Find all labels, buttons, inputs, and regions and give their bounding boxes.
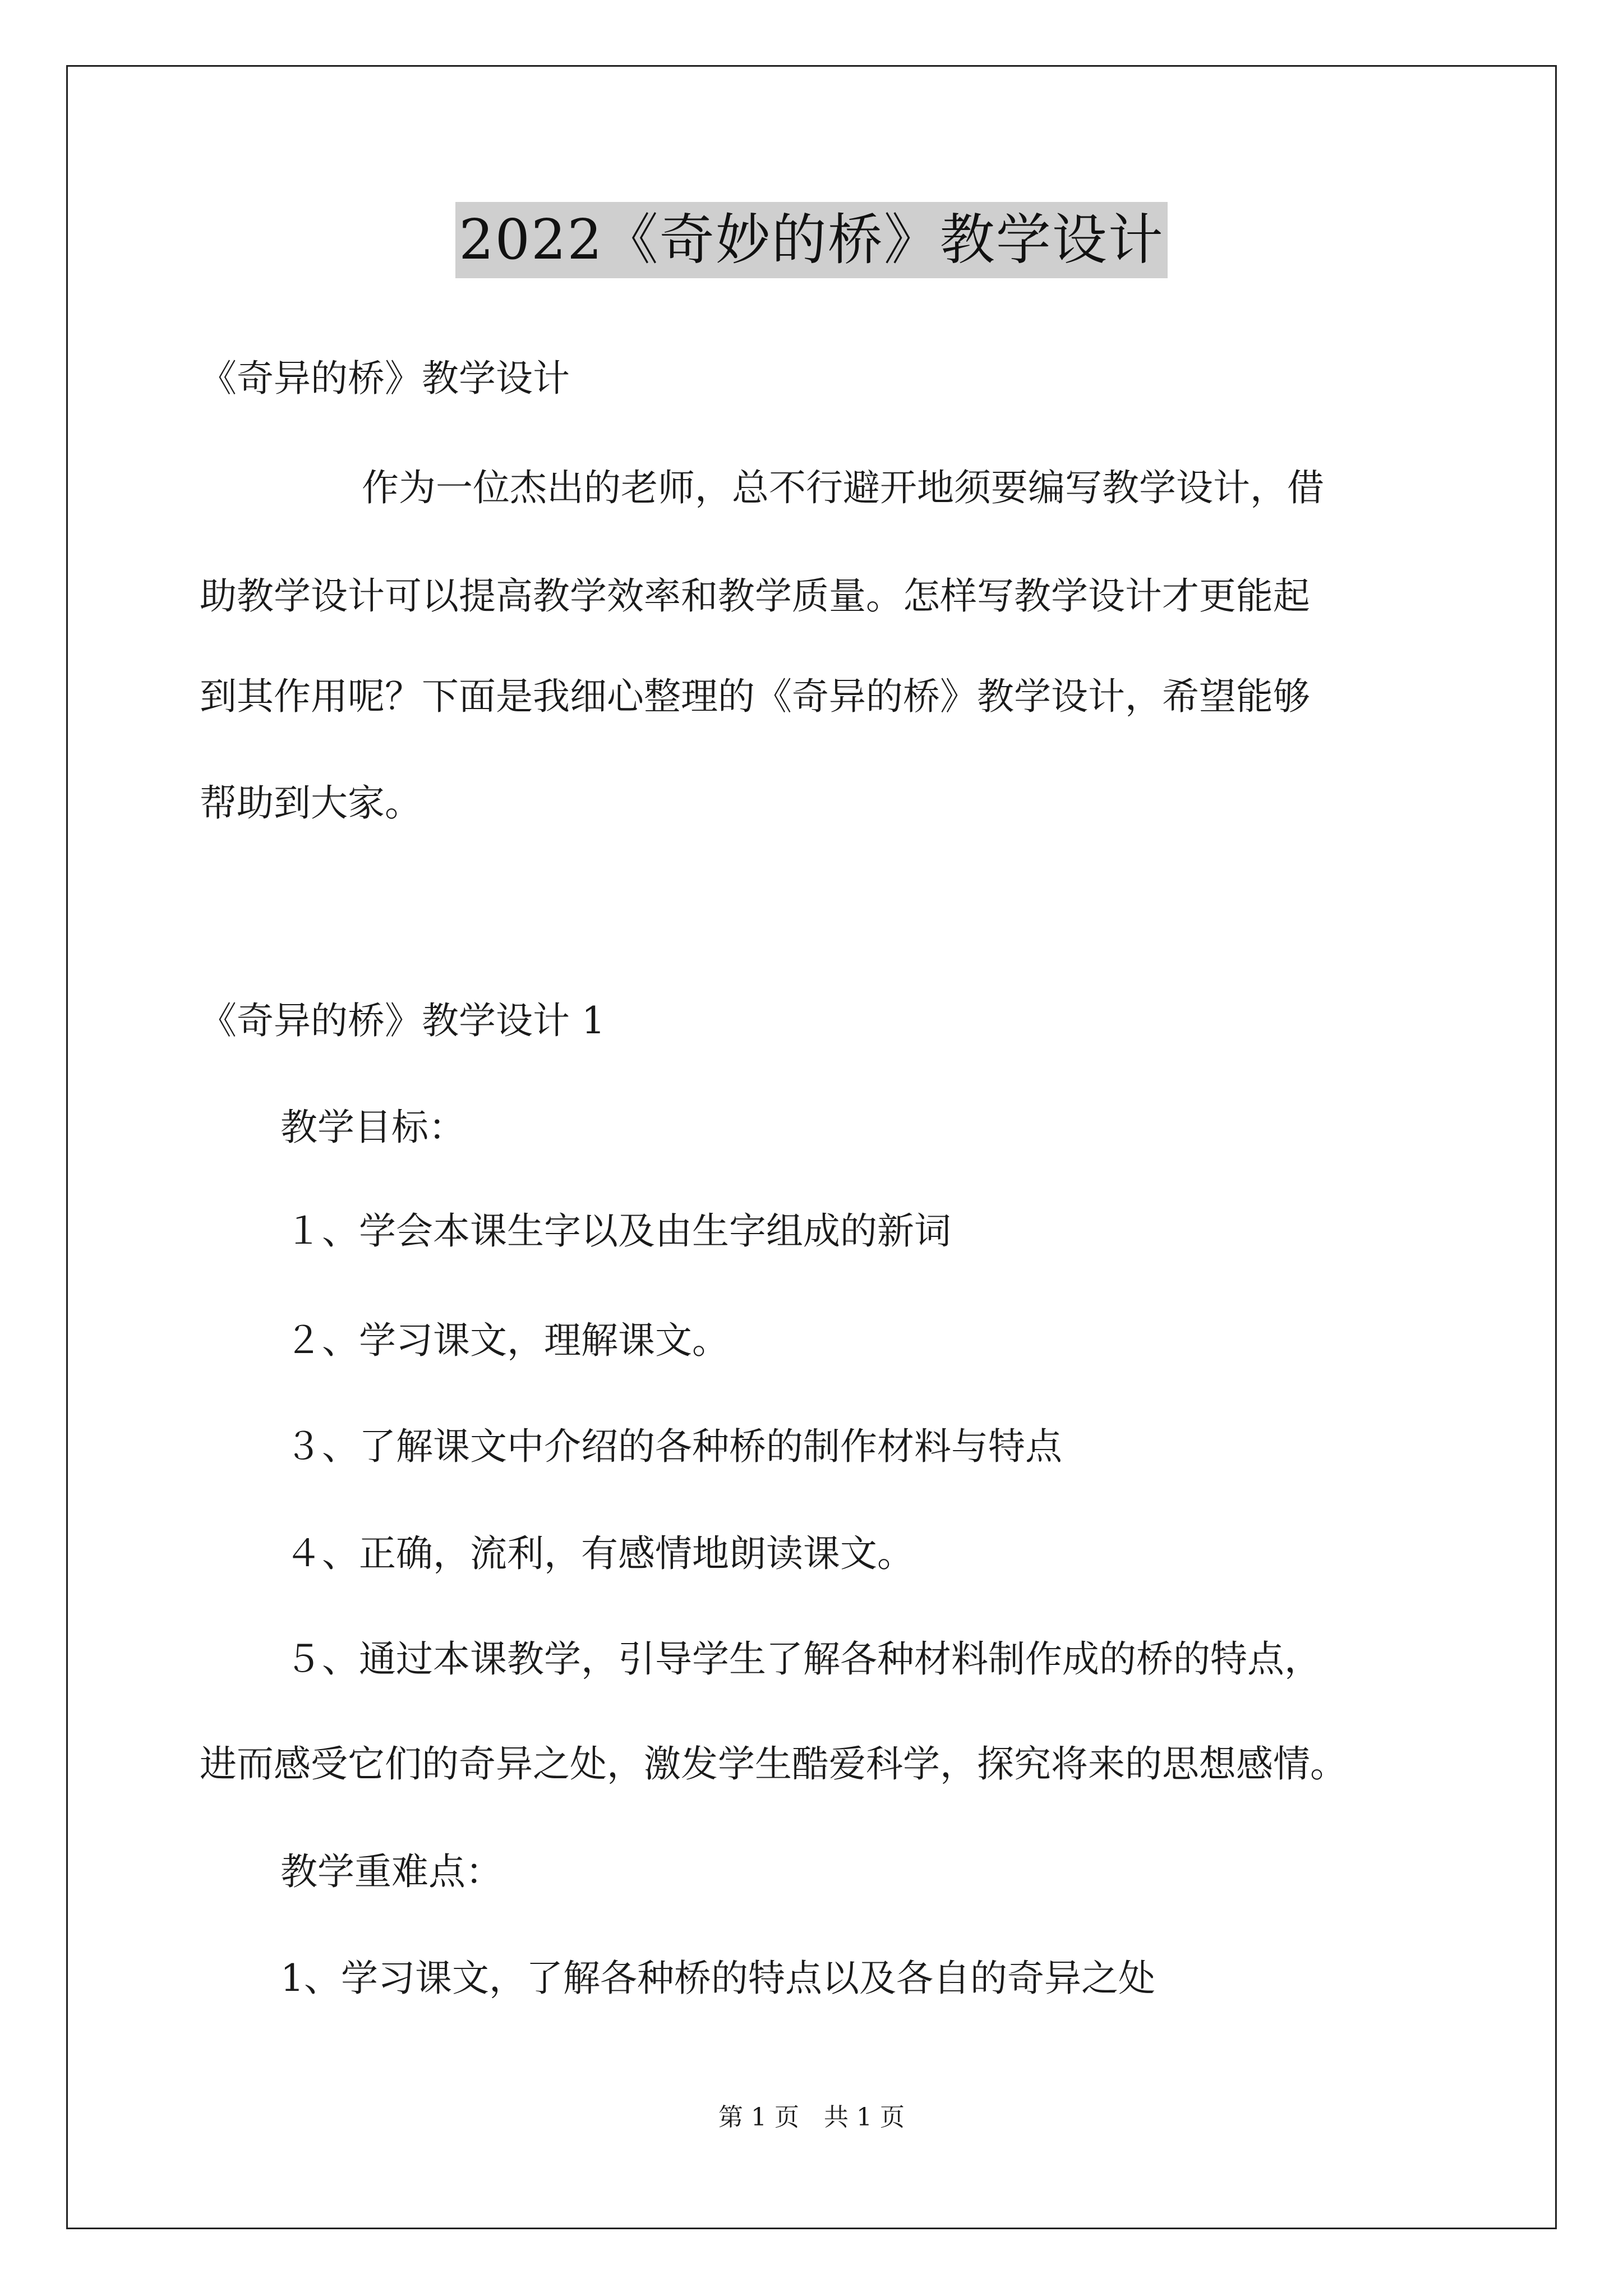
goal-item-2: ２、学习课文，理解课文。 (285, 1319, 729, 1362)
intro-line-2: 助教学设计可以提高教学效率和教学质量。怎样写教学设计才更能起 (200, 574, 1310, 618)
goals-heading: 教学目标： (280, 1106, 465, 1149)
goal-item-5-cont: 进而感受它们的奇异之处，激发学生酷爱科学，探究将来的思想感情。 (200, 1742, 1347, 1786)
goal-item-3: ３、了解课文中介绍的各种桥的制作材料与特点 (285, 1425, 1062, 1468)
goal-item-1: １、学会本课生字以及由生字组成的新词 (285, 1209, 951, 1253)
goal-item-4: ４、正确，流利，有感情地朗读课文。 (285, 1532, 914, 1575)
difficulty-item-1: 1、学习课文，了解各种桥的特点以及各自的奇异之处 (280, 1957, 1155, 2000)
section-heading: 《奇异的桥》教学设计 1 (200, 999, 605, 1042)
doc-subtitle: 《奇异的桥》教学设计 (200, 357, 570, 400)
intro-line-1: 作为一位杰出的老师，总不行避开地须要编写教学设计，借 (362, 466, 1324, 509)
title-container (0, 202, 1623, 278)
document-title: 2022《奇妙的桥》教学设计 (455, 202, 1167, 278)
intro-line-3: 到其作用呢？下面是我细心整理的《奇异的桥》教学设计，希望能够 (200, 675, 1310, 718)
difficulties-heading: 教学重难点： (280, 1850, 502, 1893)
page-footer: 第 1 页 共 1 页 (718, 2103, 905, 2132)
intro-line-4: 帮助到大家。 (200, 781, 422, 825)
goal-item-5: ５、通过本课教学，引导学生了解各种材料制作成的桥的特点， (285, 1637, 1321, 1681)
